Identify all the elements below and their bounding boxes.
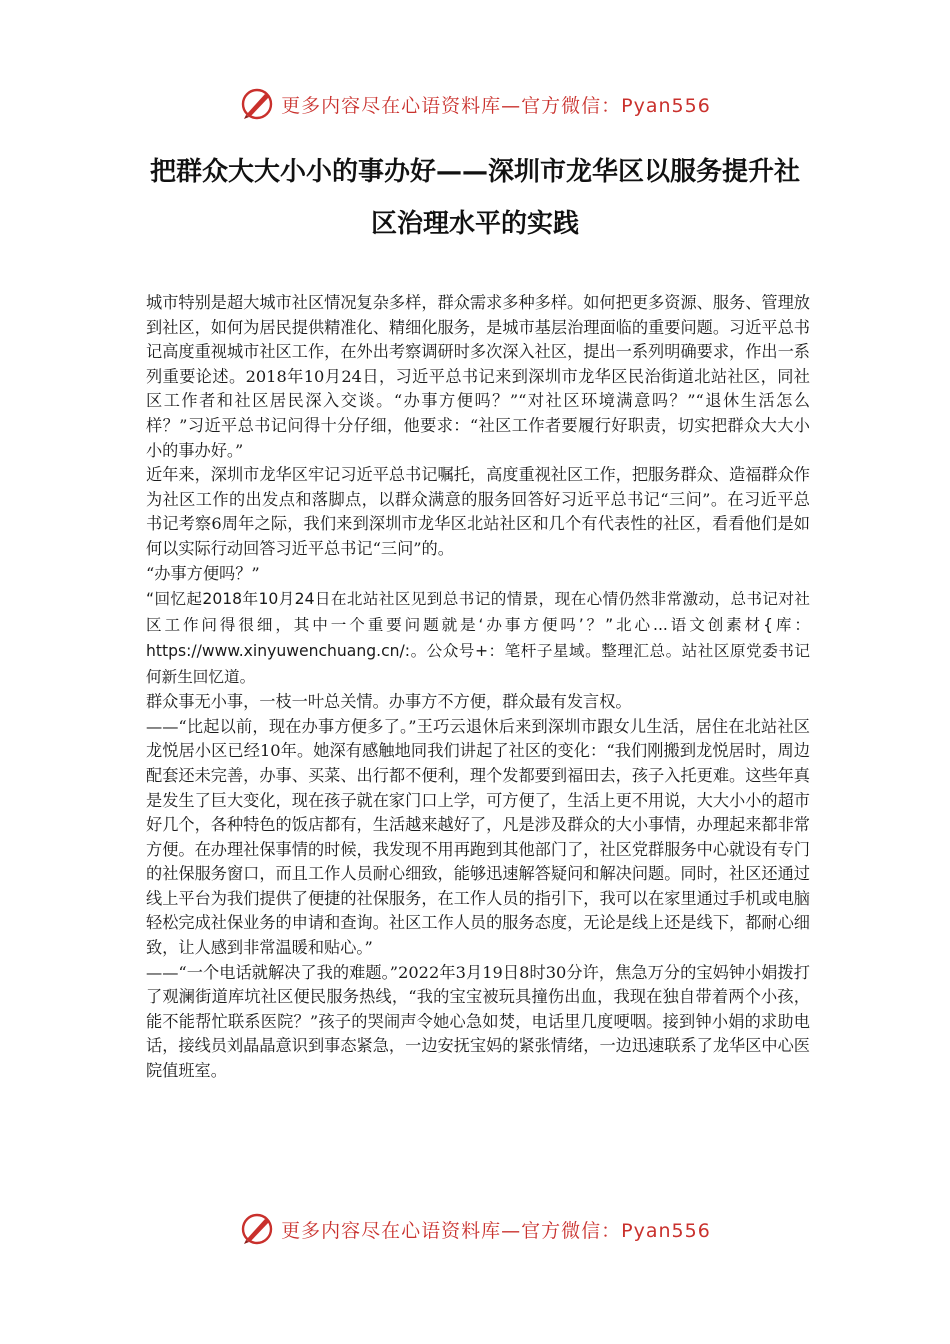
- wechat-id: Pyan556: [621, 94, 711, 117]
- paragraph: “办事方便吗？”: [146, 563, 260, 583]
- header-banner: [0, 84, 950, 124]
- article-body: [146, 291, 810, 1084]
- paragraph: ——“一个电话就解决了我的难题。”2022年3月19日8时30分许，焦急万分的宝妈钟小娟拨打了观澜街道库坑社区便民服务热线，“我的宝宝被玩具撞伤出血，我现在独自带着两个小孩，能不能帮忙联系医院？”孩子的哭闹声令她心急如焚，电话里几度哽咽。接到钟小娟的求助电话，接线员刘晶晶意识到事态紧急，一边安抚宝妈的紧张情绪，一边迅速联系了龙华区中心医院值班室。: [146, 962, 810, 1081]
- paragraph: 城市特别是超大城市社区情况复杂多样，群众需求多种多样。如何把更多资源、服务、管理放到社区，如何为居民提供精准化、精细化服务，是城市基层治理面临的重要问题。习近平总书记高度重视城市社区工作，在外出考察调研时多次深入社区，提出一系列明确要求，作出一系列重要论述。2018年10月24日，习近平总书记来到深圳市龙华区民治街道北站社区，同社区工作者和社区居民深入交谈。“办事方便吗？”“对社区环境满意吗？”“退休生活怎么样？”习近平总书记问得十分仔细，他要求：“社区工作者要履行好职责，切实把群众大大小小的事办好。”: [146, 293, 810, 460]
- pen-logo-icon: [239, 1211, 275, 1247]
- wechat-id: Pyan556: [621, 1219, 711, 1242]
- paragraph-quote: “回忆起2018年10月24日在北站社区见到总书记的情景，现在心情仍然非常激动，总书记对社区工作问得很细，其中一个重要问题就是‘办事方便吗’？”北心...语文创素材{库：https://www.xinyuwenchuang.cn/:。公众号+：笔杆子星域。整理汇总。站社区原党委书记何新生回忆道。: [146, 590, 810, 687]
- paragraph: 群众事无小事，一枝一叶总关情。办事方不方便，群众最有发言权。: [146, 692, 632, 712]
- paragraph: 近年来，深圳市龙华区牢记习近平总书记嘱托，高度重视社区工作，把服务群众、造福群众作为社区工作的出发点和落脚点，以群众满意的服务回答好习近平总书记“三问”。在习近平总书记考察6周年之际，我们来到深圳市龙华区北站社区和几个有代表性的社区，看看他们是如何以实际行动回答习近平总书记“三问”的。: [146, 465, 810, 558]
- pen-logo-icon: [239, 86, 275, 122]
- document-title: 把群众大大小小的事办好——深圳市龙华区以服务提升社区治理水平的实践: [149, 157, 800, 239]
- banner-text: 更多内容尽在心语资料库—官方微信：Pyan556: [281, 94, 711, 117]
- paragraph: ——“比起以前，现在办事方便多了。”王巧云退休后来到深圳市跟女儿生活，居住在北站社区龙悦居小区已经10年。她深有感触地同我们讲起了社区的变化：“我们刚搬到龙悦居时，周边配套还未完善，办事、买菜、出行都不便利，理个发都要到福田去，孩子入托更难。这些年真是发生了巨大变化，现在孩子就在家门口上学，可方便了，生活上更不用说，大大小小的超市好几个，各种特色的饭店都有，生活越来越好了，凡是涉及群众的大小事情，办理起来都非常方便。在办理社保事情的时候，我发现不用再跑到其他部门了，社区党群服务中心就设有专门的社保服务窗口，而且工作人员耐心细致，能够迅速解答疑问和解决问题。同时，社区还通过线上平台为我们提供了便捷的社保服务，在工作人员的指引下，我可以在家里通过手机或电脑轻松完成社保业务的申请和查询。社区工作人员的服务态度，无论是线上还是线下，都耐心细致，让人感到非常温暖和贴心。”: [146, 716, 810, 958]
- banner-text: 更多内容尽在心语资料库—官方微信：Pyan556: [281, 1219, 711, 1242]
- footer-banner: [0, 1209, 950, 1249]
